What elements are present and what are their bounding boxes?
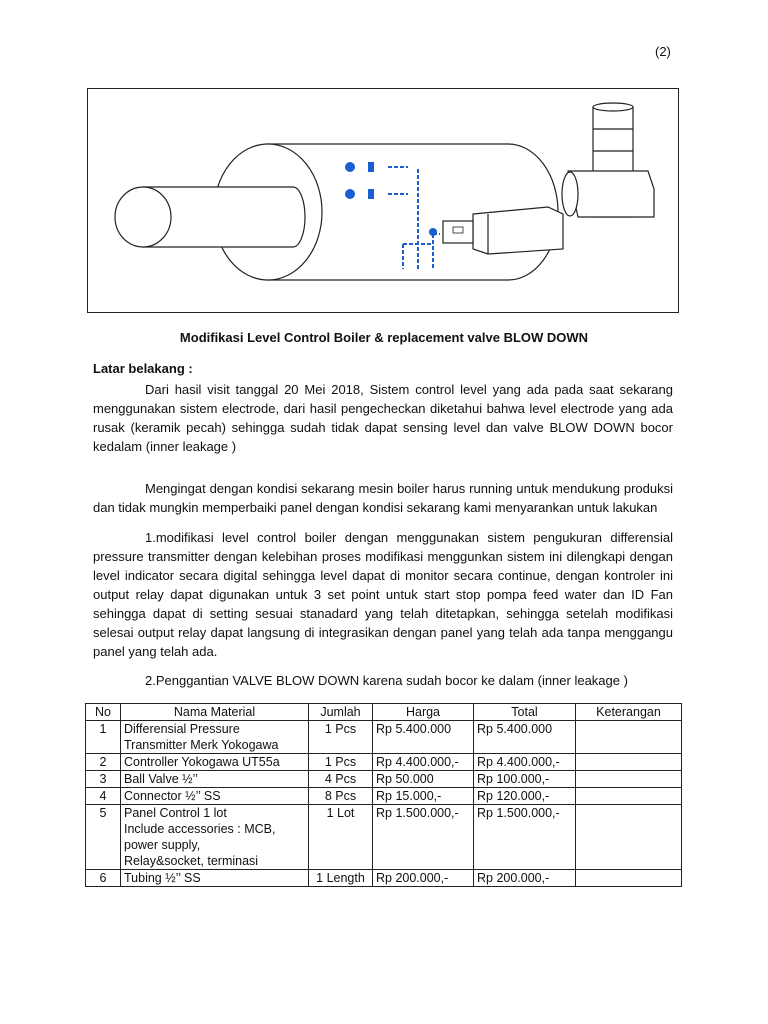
cell-total: Rp 1.500.000,- bbox=[474, 805, 576, 870]
cell-nama-material: Differensial Pressure Transmitter Merk Yokogawa bbox=[121, 721, 309, 754]
cell-keterangan bbox=[576, 788, 682, 805]
stack-top bbox=[593, 103, 633, 111]
paragraph-1: Dari hasil visit tanggal 20 Mei 2018, Sistem control level yang ada pada saat sekarang menggunakan sistem electrode, dari hasil pengecheckan diketahui bahwa level electrode yang ada rusak (keramik pecah) sehingga sudah tidak dapat sensing level dan valve BLOW DOWN bocor kedalam (inner leakage ) bbox=[93, 382, 673, 454]
cell-nama-material: Connector ½’’ SS bbox=[121, 788, 309, 805]
paragraph-4: 2.Penggantian VALVE BLOW DOWN karena sudah bocor ke dalam (inner leakage ) bbox=[145, 673, 628, 688]
cell-total: Rp 120.000,- bbox=[474, 788, 576, 805]
cell-jumlah: 8 Pcs bbox=[309, 788, 373, 805]
cell-harga: Rp 5.400.000 bbox=[373, 721, 474, 754]
table-row bbox=[86, 788, 682, 805]
cell-harga: Rp 15.000,- bbox=[373, 788, 474, 805]
cell-jumlah: 4 Pcs bbox=[309, 771, 373, 788]
cell-no: 4 bbox=[86, 788, 121, 805]
cell-harga: Rp 200.000,- bbox=[373, 870, 474, 887]
section-heading: Latar belakang : bbox=[93, 361, 193, 376]
cell-jumlah: 1 Pcs bbox=[309, 721, 373, 754]
table-row bbox=[86, 754, 682, 771]
cell-total: Rp 5.400.000 bbox=[474, 721, 576, 754]
cell-jumlah: 1 Length bbox=[309, 870, 373, 887]
table-header-row bbox=[86, 704, 682, 721]
exhaust-box bbox=[568, 171, 654, 217]
cell-no: 3 bbox=[86, 771, 121, 788]
header-total: Total bbox=[474, 704, 576, 721]
table-row bbox=[86, 805, 682, 870]
control-panel bbox=[473, 207, 563, 254]
header-no: No bbox=[86, 704, 121, 721]
cell-keterangan bbox=[576, 721, 682, 754]
cell-total: Rp 100.000,- bbox=[474, 771, 576, 788]
paragraph-3: 1.modifikasi level control boiler dengan menggunakan sistem pengukuran differensial pressure transmitter dengan kelebihan proses modifikasi menggunkan sistem ini dilengkapi dengan level indicator secara digital sehingga level dapat di monitor secara continue, dengan kontroler ini output relay dapat digunakan untuk 3 set point untuk start stop pompa feed water dan ID Fan sehingga dapat di setting sesuai stanadard yang telah ditetapkan, sehingga setelah modifikasi selesai output relay dapat langsung di integrasikan dengan panel yang telah ada tanpa menggangu panel yang telah ada. bbox=[93, 530, 673, 659]
cell-nama-material: Ball Valve ½’’ bbox=[121, 771, 309, 788]
figure-caption: Modifikasi Level Control Boiler & replacement valve BLOW DOWN bbox=[179, 330, 589, 345]
cell-jumlah: 1 Lot bbox=[309, 805, 373, 870]
cell-nama-material: Tubing ½’’ SS bbox=[121, 870, 309, 887]
header-harga: Harga bbox=[373, 704, 474, 721]
cell-no: 2 bbox=[86, 754, 121, 771]
page-number: (2) bbox=[655, 44, 671, 59]
cell-no: 6 bbox=[86, 870, 121, 887]
cell-keterangan bbox=[576, 805, 682, 870]
cell-keterangan bbox=[576, 870, 682, 887]
material-table bbox=[85, 703, 682, 887]
cell-no: 5 bbox=[86, 805, 121, 870]
cell-harga: Rp 4.400.000,- bbox=[373, 754, 474, 771]
paragraph-2: Mengingat dengan kondisi sekarang mesin boiler harus running untuk mendukung produksi dan tidak mungkin memperbaiki panel dengan kondisi sekarang kami menyarankan untuk lakukan bbox=[93, 481, 673, 515]
boiler-diagram bbox=[87, 88, 679, 313]
cell-total: Rp 4.400.000,- bbox=[474, 754, 576, 771]
cell-keterangan bbox=[576, 754, 682, 771]
header-nama-material: Nama Material bbox=[121, 704, 309, 721]
cell-total: Rp 200.000,- bbox=[474, 870, 576, 887]
table-row bbox=[86, 771, 682, 788]
cell-harga: Rp 50.000 bbox=[373, 771, 474, 788]
header-jumlah: Jumlah bbox=[309, 704, 373, 721]
cell-harga: Rp 1.500.000,- bbox=[373, 805, 474, 870]
header-keterangan: Keterangan bbox=[576, 704, 682, 721]
cell-nama-material: Controller Yokogawa UT55a bbox=[121, 754, 309, 771]
cell-nama-material: Panel Control 1 lot Include accessories : MCB, power supply, Relay&socket, terminasi bbox=[121, 805, 309, 870]
table-row bbox=[86, 721, 682, 754]
cell-keterangan bbox=[576, 771, 682, 788]
table-row bbox=[86, 870, 682, 887]
boiler-illustration bbox=[88, 89, 680, 314]
cell-no: 1 bbox=[86, 721, 121, 754]
cell-jumlah: 1 Pcs bbox=[309, 754, 373, 771]
